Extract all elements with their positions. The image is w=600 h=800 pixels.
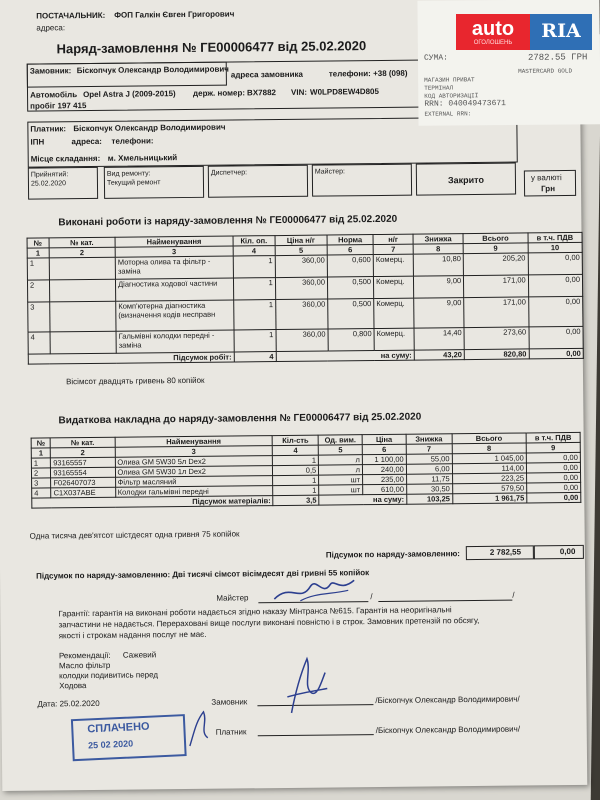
col-number: 2 [49, 247, 116, 258]
customer-signature-icon [281, 653, 332, 718]
repair-label: Вид ремонту: [106, 170, 151, 178]
recommendation-3: колодки подивитись перед [59, 670, 159, 681]
customer-address-label: адреса замовника [230, 69, 304, 80]
plate-label: держ. номер: [192, 88, 246, 98]
row-qty: 1 [273, 485, 319, 495]
col-number: 5 [275, 245, 327, 256]
row-catalog: C1X037ABE [51, 487, 115, 498]
col-header: Кіл-сть [272, 435, 318, 445]
col-header: Норма [327, 235, 373, 245]
row-ng: Комерц. [374, 276, 414, 298]
master-signature-icon [270, 572, 360, 607]
col-header: Найменування [115, 436, 273, 448]
row-catalog: F026407073 [51, 477, 115, 488]
row-price: 360,00 [275, 299, 328, 330]
col-number: 2 [51, 447, 115, 458]
row-catalog [49, 279, 116, 302]
car-model: Opel Astra J (2009-2015) [82, 89, 176, 100]
payer-address-label: адреса: [71, 136, 102, 147]
grand-total-vat: 0,00 [559, 546, 576, 557]
row-discount: 9,00 [413, 276, 463, 299]
works-sum-words: Вісімсот двадцять гривень 80 копійок [65, 375, 205, 387]
row-ng: Комерц. [374, 328, 414, 350]
currency-label: у валюті [530, 173, 562, 183]
grand-total-sum: 2 782,55 [489, 547, 522, 557]
col-number: 8 [413, 244, 463, 255]
slash: / [370, 592, 373, 602]
master-name-line [378, 600, 512, 602]
row-norm: 0,800 [328, 329, 374, 351]
col-number: 3 [115, 446, 273, 458]
parts-summary-label: Підсумок матеріалів: [32, 496, 273, 509]
place-value: м. Хмельницький [107, 153, 178, 163]
row-total: 273,60 [464, 327, 529, 350]
row-total: 205,20 [463, 253, 528, 276]
plate-number: BX7882 [246, 88, 276, 98]
row-discount: 30,50 [406, 484, 452, 494]
row-price: 240,00 [362, 464, 406, 474]
payer-sign-line [258, 734, 374, 736]
row-qty: 1 [233, 256, 275, 278]
recommendation-4: Ходова [59, 681, 87, 691]
works-summary-discount: 43,20 [414, 350, 464, 361]
row-catalog [49, 301, 116, 332]
row-total: 171,00 [464, 297, 529, 328]
col-number: 6 [362, 444, 406, 454]
accepted-date: 25.02.2020 [30, 180, 67, 188]
col-header: Ціна н/г [275, 235, 327, 246]
place-label: Місце складання: [30, 153, 101, 164]
row-discount: 14,40 [414, 328, 464, 351]
col-header: Найменування [115, 236, 233, 247]
receipt-terminal: ТЕРМІНАЛ [424, 84, 454, 92]
receipt-auth: КОД АВТОРИЗАЦІЇ [424, 92, 479, 100]
row-number: 1 [27, 258, 49, 280]
row-unit: л [319, 465, 363, 475]
logo-sub: ОГОЛОШЕНЬ [473, 40, 513, 46]
autoria-logo [456, 14, 592, 50]
works-title: Виконані роботи із наряду-замовлення № ГЕ00006477 від 25.02.2020 [58, 213, 398, 229]
row-number: 2 [31, 468, 50, 478]
grand-total-words: Підсумок по наряду-замовленню: Дві тисячі сімсот вісімдесят дві гривні 55 копійок [36, 568, 370, 581]
payer-name: Біскопчук Олександр Володимирович [73, 122, 226, 134]
row-number: 2 [27, 280, 49, 302]
parts-table [31, 432, 582, 509]
paid-stamp [71, 714, 187, 761]
col-number: 9 [463, 243, 528, 254]
row-total: 1 045,00 [452, 453, 526, 464]
col-number: 10 [528, 242, 582, 253]
col-number: 6 [327, 245, 373, 255]
parts-summary-total-label: на суму: [319, 494, 407, 505]
col-number: 9 [526, 442, 580, 453]
order-title: Наряд-замовлення № ГЕ00006477 від 25.02.2020 [56, 38, 367, 57]
col-header: Знижка [413, 234, 463, 245]
receipt-shop: МАГАЗИН ПРИВАТ [424, 76, 475, 84]
row-price: 235,00 [363, 474, 407, 484]
row-norm: 0,500 [327, 277, 373, 299]
row-name: Колодки гальмівні передні [115, 486, 273, 498]
repair-type: Текущий ремонт [106, 179, 161, 187]
status-text: Закрито [447, 174, 484, 186]
row-discount: 11,75 [406, 474, 452, 484]
works-summary-total-label: на суму: [276, 350, 414, 361]
dispatcher-label: Диспетчер: [210, 169, 248, 177]
recommendation-1: Сажевий [122, 650, 157, 660]
row-number: 4 [32, 488, 51, 498]
col-header: Од. вим. [318, 435, 362, 445]
col-number: 1 [27, 248, 49, 258]
col-header: Кіл. оп. [233, 236, 275, 246]
col-number: 1 [31, 448, 50, 458]
col-header: № [27, 238, 49, 248]
row-qty: 1 [273, 455, 319, 465]
receipt-sum-label: СУМА: [423, 53, 449, 63]
row-catalog [49, 257, 116, 280]
col-header: н/г [373, 234, 413, 244]
row-discount: 10,80 [413, 254, 463, 277]
col-header: № кат. [50, 437, 114, 448]
guarantee-line-3: якості і строкам надання послуг не має. [58, 629, 207, 641]
row-number: 4 [28, 332, 50, 354]
row-total: 223,25 [452, 473, 526, 484]
row-catalog [50, 331, 117, 354]
col-number: 4 [233, 246, 275, 256]
row-total: 579,50 [452, 483, 526, 494]
parts-summary-total: 1 961,75 [452, 493, 526, 504]
supplier-name: ФОП Галкін Євген Григорович [114, 9, 235, 20]
works-summary-total: 820,80 [464, 349, 529, 360]
row-unit: л [319, 455, 363, 465]
row-qty: 1 [234, 330, 276, 352]
row-unit: шт [319, 485, 363, 495]
col-number: 4 [273, 445, 319, 455]
logo-auto: auto [456, 14, 530, 50]
row-total: 171,00 [464, 275, 529, 298]
row-norm: 0,600 [327, 255, 373, 277]
parts-title: Видаткова накладна до наряду-замовлення № ГЕ00006477 від 25.02.2020 [58, 411, 422, 427]
row-price: 360,00 [275, 255, 327, 278]
row-vat: 0,00 [528, 274, 583, 297]
works-summary-label: Підсумок робіт: [28, 352, 234, 364]
col-number: 5 [318, 445, 362, 455]
row-vat: 0,00 [527, 482, 581, 493]
ipn-label: ІПН [30, 137, 45, 147]
row-vat: 0,00 [526, 462, 580, 473]
vin-number: W0LPD8EW4D805 [309, 86, 379, 97]
customer-label: Замовник: [29, 66, 72, 76]
currency-value: Грн [541, 184, 556, 194]
customer-phone: телефони: +38 (098) [328, 68, 408, 79]
row-price: 610,00 [363, 484, 407, 494]
mileage: пробіг 197 415 [30, 101, 87, 111]
row-price: 360,00 [275, 277, 327, 300]
row-number: 1 [31, 458, 50, 468]
payer-signature-icon [185, 708, 215, 748]
row-qty: 1 [233, 300, 275, 330]
payer-label: Платник: [30, 124, 67, 134]
row-name: Олива GM 5W30 5л Dex2 [115, 456, 273, 468]
payer-phone-label: телефони: [111, 136, 154, 146]
col-header: Всього [463, 233, 528, 244]
payer-sign-label: Платник [215, 727, 247, 737]
col-header: в т.ч. ПДВ [528, 232, 582, 243]
receipt-external-rrn: EXTERNAL RRN: [424, 110, 472, 118]
row-discount: 9,00 [414, 298, 464, 329]
row-discount: 6,00 [406, 464, 452, 474]
guarantee-line-1: Гарантії: гарантія на виконані роботи надається згідно наказу Мінтранса №615. Гарантія на неоригінальні [58, 605, 452, 619]
row-name: Комп'ютерна діагностика (визначення кодів несправн [116, 300, 234, 331]
guarantee-line-2: запчастини не надається. Перераховані вище послуги виконані повністю і в строк. Замовник претензій по обсягу, [58, 615, 480, 630]
receipt-sum: 2782.55 ГРН [527, 52, 588, 63]
row-vat: 0,00 [528, 296, 583, 327]
receipt-card: MASTERCARD GOLD [518, 67, 573, 75]
row-number: 3 [28, 302, 50, 332]
payer-sign-name: /Біскопчук Олександр Володимирович/ [375, 724, 521, 736]
row-qty: 1 [273, 475, 319, 485]
row-name: Гальмівні колодки передні - заміна [116, 330, 234, 353]
logo-ria: RIA [530, 14, 592, 50]
row-ng: Комерц. [373, 254, 413, 276]
col-header: Всього [452, 433, 526, 444]
address-label: адреса: [36, 23, 66, 33]
row-discount: 55,00 [406, 454, 452, 464]
works-summary-vat: 0,00 [529, 348, 583, 359]
supplier-label: ПОСТАЧАЛЬНИК: [36, 10, 106, 21]
receipt-rrn: RRN: 040049473671 [424, 99, 507, 109]
row-name: Олива GM 5W30 1л Dex2 [115, 466, 273, 478]
row-name: Моторна олива та фільтр - заміна [115, 256, 233, 279]
slash: / [512, 590, 515, 600]
row-norm: 0,500 [328, 299, 374, 329]
parts-summary-qty: 3,5 [273, 495, 319, 505]
col-number: 8 [452, 443, 526, 454]
row-price: 360,00 [276, 329, 328, 352]
works-table [27, 232, 584, 365]
row-name: Діагностика ходової частини [116, 278, 234, 301]
row-vat: 0,00 [529, 326, 584, 349]
row-vat: 0,00 [526, 472, 580, 483]
row-unit: шт [319, 475, 363, 485]
row-name: Фільтр масляний [115, 476, 273, 488]
grand-total-label: Підсумок по наряду-замовленню: [325, 549, 460, 560]
customer-name: Біскопчук Олександр Володимирович [76, 64, 229, 76]
row-price: 1 100,00 [362, 454, 406, 464]
parts-summary-discount: 103,25 [407, 494, 453, 504]
row-ng: Комерц. [374, 298, 414, 328]
customer-sign-name: /Біскопчук Олександр Володимирович/ [375, 694, 520, 706]
car-label: Автомобіль [29, 90, 78, 100]
col-number: 3 [115, 246, 233, 257]
customer-sign-label: Замовник [211, 697, 248, 707]
parts-sum-words: Одна тисяча дев'ятсот шістдесят одна гривня 75 копійок [29, 529, 240, 541]
col-header: № [31, 438, 50, 448]
recommendation-2: Масло фільтр [58, 660, 111, 671]
row-total: 114,00 [452, 463, 526, 474]
master-sign-label: Майстер [216, 593, 249, 603]
paid-stamp-text: СПЛАЧЕНО [87, 720, 150, 736]
vin-label: VIN: [290, 87, 308, 97]
col-header: № кат. [49, 237, 116, 248]
col-header: в т.ч. ПДВ [526, 432, 580, 443]
col-number: 7 [406, 444, 452, 454]
row-qty: 1 [233, 278, 275, 300]
col-header: Ціна [362, 434, 406, 444]
row-vat: 0,00 [526, 452, 580, 463]
accepted-label: Прийнятий: [30, 171, 69, 179]
paid-stamp-date: 25 02 2020 [87, 738, 134, 751]
works-summary-qty: 4 [234, 352, 276, 362]
row-qty: 0,5 [273, 465, 319, 475]
col-number: 7 [373, 244, 413, 254]
recommendations-label: Рекомендації: [58, 650, 111, 661]
parts-summary-vat: 0,00 [527, 492, 581, 503]
row-number: 3 [32, 478, 51, 488]
master-label: Майстер: [314, 168, 345, 176]
row-catalog: 93165554 [51, 467, 115, 478]
row-vat: 0,00 [528, 252, 583, 275]
row-catalog: 93165557 [51, 457, 115, 468]
col-header: Знижка [406, 434, 452, 444]
document-date: Дата: 25.02.2020 [37, 698, 100, 709]
